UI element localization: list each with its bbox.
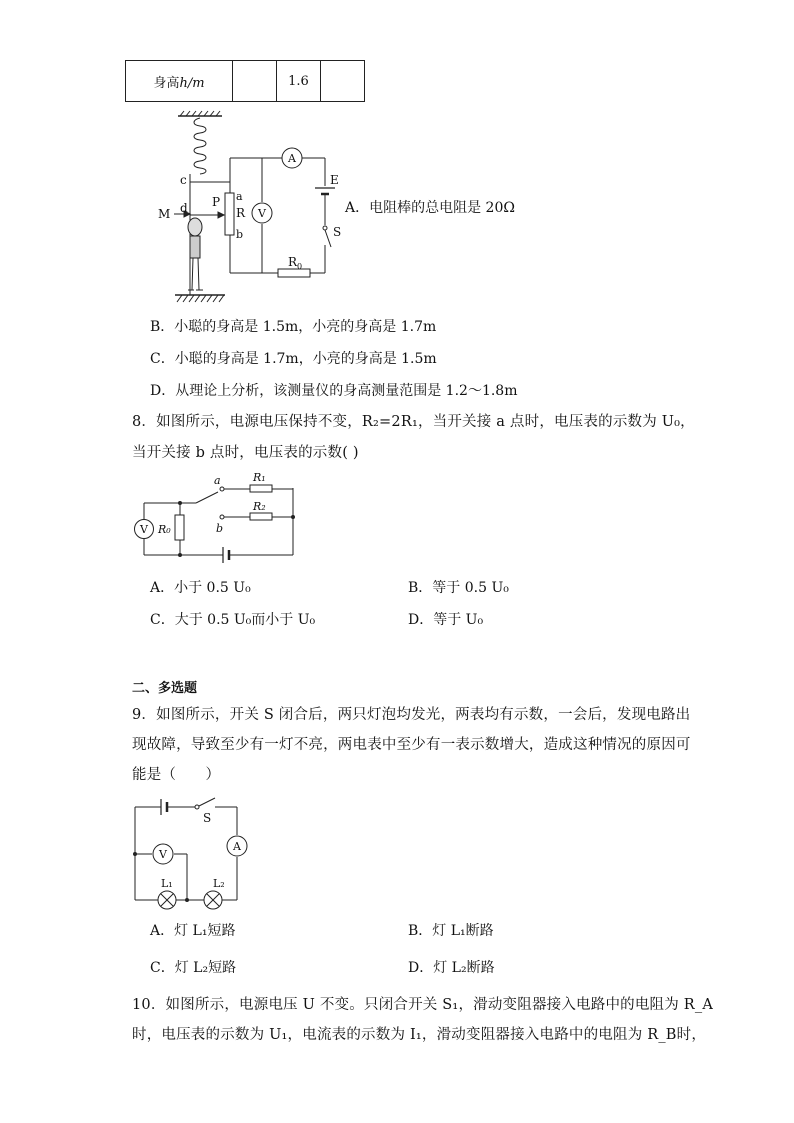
- r0-label: R₀: [158, 523, 171, 536]
- table-row: [126, 61, 365, 102]
- height-meter-circuit-figure: [150, 110, 350, 305]
- battery-label: E: [330, 173, 339, 187]
- table-label-unit: /m: [187, 75, 205, 91]
- label-a: a: [214, 474, 221, 487]
- q7-option-a: A．电阻棒的总电阻是 20Ω: [345, 200, 515, 216]
- ammeter-label: A: [233, 840, 241, 853]
- section-title: 二、多选题: [132, 681, 198, 696]
- q9-stem-line3: 能是（ ）: [132, 767, 221, 783]
- table-label-text: 身高: [153, 75, 180, 91]
- table-label-cell: [126, 61, 233, 102]
- q9-stem-line1: 9．如图所示，开关 S 闭合后，两只灯泡均发光，两表均有示数，一会后，发现电路出: [132, 707, 691, 723]
- q10-stem-line2: 时，电压表的示数为 U₁，电流表的示数为 I₁，滑动变阻器接入电路中的电阻为 R_B时，: [132, 1027, 707, 1043]
- q9-stem-line2: 现故障，导致至少有一灯不亮，两电表中至少有一表示数增大，造成这种情况的原因可: [132, 737, 691, 753]
- table-cell: 1.6: [277, 61, 321, 102]
- table-label-var: h: [179, 75, 188, 91]
- q8-option-a: A．小于 0.5 U₀: [150, 580, 251, 596]
- height-table: [125, 60, 365, 102]
- r2-label: R₂: [253, 500, 266, 513]
- r1-label: R₁: [253, 471, 266, 484]
- q9-option-b: B．灯 L₁断路: [408, 923, 494, 939]
- q8-stem-line2: 当开关接 b 点时，电压表的示数( ): [132, 445, 359, 461]
- q9-option-c: C．灯 L₂短路: [150, 960, 237, 976]
- table-cell: [233, 61, 277, 102]
- label-r: R: [236, 206, 246, 220]
- q8-option-b: B．等于 0.5 U₀: [408, 580, 509, 596]
- r0-label: $R_0$: [288, 255, 303, 271]
- q9-option-d: D．灯 L₂断路: [408, 960, 495, 976]
- q9-option-a: A．灯 L₁短路: [150, 923, 236, 939]
- l1-label: L₁: [161, 877, 173, 890]
- q9-circuit-figure: [125, 795, 260, 913]
- q7-option-b: B．小聪的身高是 1.5m，小亮的身高是 1.7m: [150, 319, 437, 335]
- label-p: P: [212, 195, 221, 209]
- q10-stem-line1: 10．如图所示，电源电压 U 不变。只闭合开关 S₁，滑动变阻器接入电路中的电阻为 R_A: [132, 997, 713, 1013]
- label-m: M: [158, 207, 171, 221]
- voltmeter-label: V: [140, 523, 148, 536]
- label-b: b: [236, 228, 244, 241]
- ammeter-label: A: [288, 152, 296, 165]
- q8-option-c: C．大于 0.5 U₀而小于 U₀: [150, 612, 316, 628]
- label-d: d: [180, 201, 188, 215]
- voltmeter-label: V: [159, 848, 167, 861]
- switch-label: S: [333, 225, 342, 239]
- l2-label: L₂: [213, 877, 225, 890]
- label-c: c: [180, 173, 187, 187]
- q7-option-d: D．从理论上分析，该测量仪的身高测量范围是 1.2～1.8m: [150, 383, 518, 399]
- q8-option-d: D．等于 U₀: [408, 612, 484, 628]
- voltmeter-label: V: [258, 207, 266, 220]
- q8-circuit-figure: [130, 470, 310, 565]
- label-a: a: [236, 190, 243, 203]
- table-cell: [321, 61, 365, 102]
- q7-option-c: C．小聪的身高是 1.7m，小亮的身高是 1.5m: [150, 351, 437, 367]
- switch-label: S: [203, 811, 212, 825]
- q8-stem-line1: 8．如图所示，电源电压保持不变，R₂=2R₁，当开关接 a 点时，电压表的示数为 U₀，: [132, 414, 695, 430]
- label-b: b: [216, 522, 224, 535]
